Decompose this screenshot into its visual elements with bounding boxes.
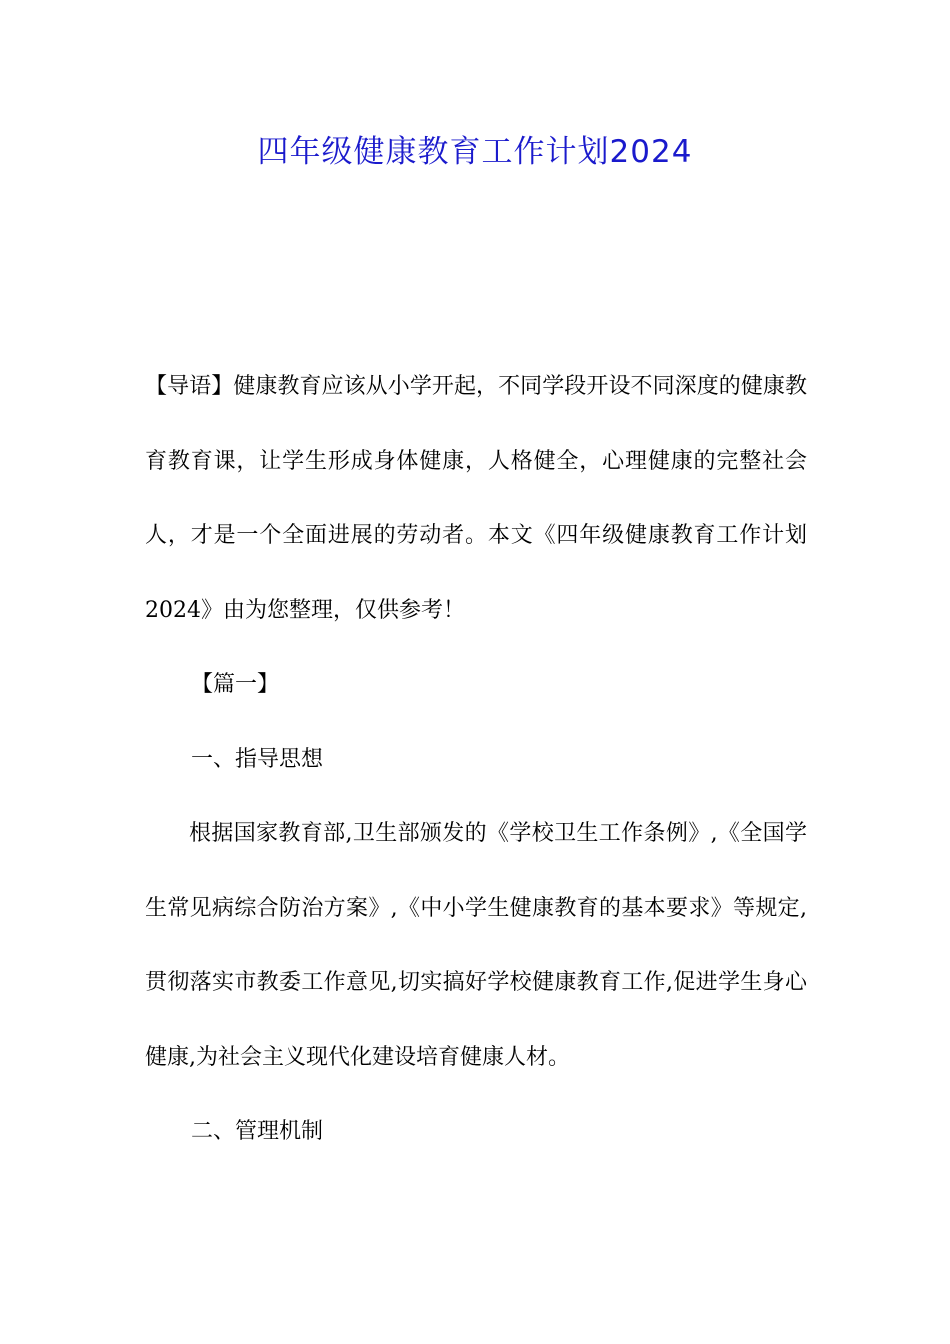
heading-management-mechanism: 二、管理机制 [191,1119,324,1144]
document-body [145,350,807,1170]
document-title: 四年级健康教育工作计划2024 [257,134,693,170]
intro-paragraph: 【导语】健康教育应该从小学开起，不同学段开设不同深度的健康教育教育课，让学生形成身体健康，人格健全，心理健康的完整社会人，才是一个全面进展的劳动者。本文《四年级健康教育工作计划2024》由为您整理，仅供参考！ [145,374,807,623]
section-label: 【篇一】 [191,672,280,697]
heading-guiding-ideology: 一、指导思想 [191,746,324,772]
paragraph-guiding-ideology: 根据国家教育部,卫生部颁发的《学校卫生工作条例》,《全国学生常见病综合防治方案》,《中小学生健康教育的基本要求》等规定,贯彻落实市教委工作意见,切实搞好学校健康教育工作,促进学生身心健康,为社会主义现代化建设培育健康人材。 [145,821,807,1070]
